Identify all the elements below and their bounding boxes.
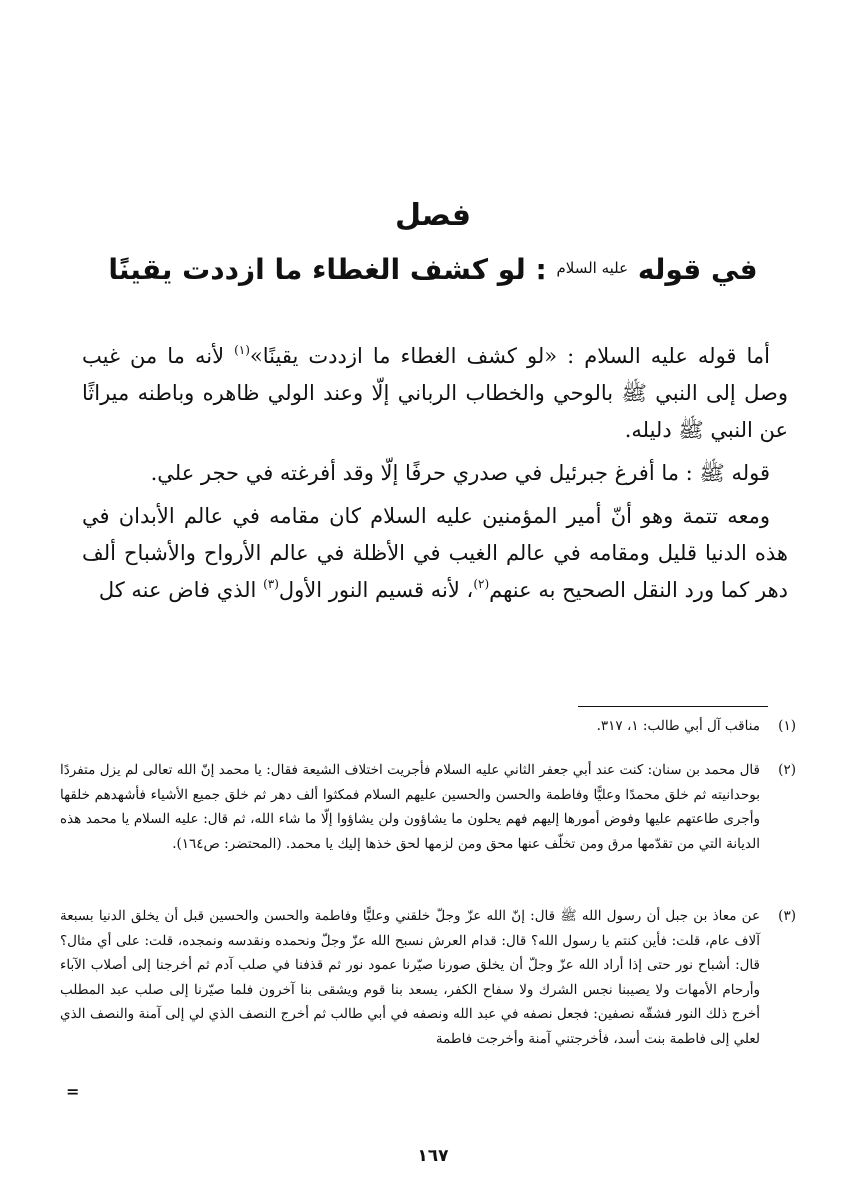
footnote-separator — [578, 706, 768, 707]
footnote-text: مناقب آل أبي طالب: ١، ٣١٧. — [596, 718, 760, 734]
chapter-title: فصل — [395, 198, 471, 233]
subtitle-before: في قوله — [637, 253, 758, 286]
subtitle-after: : لو كشف الغطاء ما ازددت يقينًا — [108, 253, 547, 286]
chapter-subtitle — [60, 246, 806, 292]
paragraph-1-b: لأنه ما من غيب وصل إلى النبي ﷺ بالوحي والخطاب الرباني إلّا وعند الولي ظاهره وباطنه ميراثًا عن النبي ﷺ دليله. — [82, 344, 788, 442]
paragraph-3-a: ومعه تتمة وهو أنّ أمير المؤمنين عليه السلام كان مقامه في عالم الأبدان في هذه الدنيا قليل ومقامه في عالم الغيب في الأظلة في عالم الأرواح والأشباح ألف دهر كما ورد النقل الصحيح به عنهم — [82, 504, 788, 602]
footnote-2 — [60, 758, 794, 856]
main-text — [82, 338, 788, 615]
paragraph-3-c: الذي فاض عنه كل — [98, 578, 264, 602]
footnote-number: (١) — [778, 718, 796, 734]
footnote-ref-1: (١) — [234, 343, 250, 357]
paragraph-3-b: ، لأنه قسيم النور الأول — [278, 578, 474, 602]
footnote-text: عن معاذ بن جبل أن رسول الله ﷺ قال: إنّ الله عزّ وجلّ خلقني وعليًّا وفاطمة والحسن والحسين قبل أن يخلق الدنيا بسبعة آلاف عام، قلت: فأين كنتم يا رسول الله؟ قال: قدام العرش نسبح الله عزّ وجلّ ونحمده ونقدسه ونمجده، قلت: على أي مثال؟ قال: أشباح نور حتى إذا أراد الله عزّ وجلّ أن يخلق صورنا صيّرنا عمود نور ثم قذفنا في صلب آدم ثم أخرجنا إلى أصلاب الآباء وأرحام الأمهات ولا يصيبنا نجس الشرك ولا سفاح الكفر، يسعد بنا قوم ويشقى بنا آخرون فلما صيّرنا إلى صلب عبد المطلب أخرج ذلك النور فشقّه نصفين: فجعل نصفه في عبد الله ونصفه في أبي طالب ثم أخرج النصف الذي لي إلى آمنة والنصف الذي لعلي إلى فاطمة بنت أسد، فأخرجتني آمنة وأخرجت فاطمة — [60, 908, 760, 1047]
footnote-number: (٢) — [778, 762, 796, 778]
footnote-ref-3: (٣) — [263, 577, 279, 591]
continuation-mark: = — [66, 1082, 80, 1101]
footnote-text: قال محمد بن سنان: كنت عند أبي جعفر الثاني عليه السلام فأجريت اختلاف الشيعة فقال: يا محمد إنّ الله تعالى لم يزل متفردًا بوحدانيته ثم خلق محمدًا وعليًّا وفاطمة والحسن والحسين عليهم السلام فمكثوا ألف دهر ثم خلق جميع الأشياء فأشهدهم خلقها وأجرى طاعتهم عليها وفوض أمورها إليهم فهم يحلون ما يشاؤون ولن يشاؤوا إلّا ما شاء الله، ثم قال: عليه السلام يا محمد هذه الديانة التي من تقدّمها مرق ومن تخلّف عنها محق ومن لزمها لحق خذها إليك يا محمد. (المحتضر: ص١٦٤). — [60, 762, 760, 852]
paragraph-2: قوله ﷺ : ما أفرغ جبرئيل في صدري حرفًا إلّا وقد أفرغته في حجر علي. — [150, 461, 770, 485]
footnote-ref-2: (٢) — [473, 577, 490, 591]
paragraph-1-a: أما قوله عليه السلام : «لو كشف الغطاء ما ازددت يقينًا» — [249, 344, 770, 368]
footnote-1 — [60, 714, 794, 739]
paragraph-1 — [82, 338, 788, 449]
footnote-3 — [60, 904, 794, 1052]
paragraph-3 — [82, 498, 788, 609]
footnote-number: (٣) — [778, 908, 796, 924]
honorific-glyph: عليه السلام — [556, 259, 629, 277]
page-number: ١٦٧ — [417, 1146, 449, 1166]
